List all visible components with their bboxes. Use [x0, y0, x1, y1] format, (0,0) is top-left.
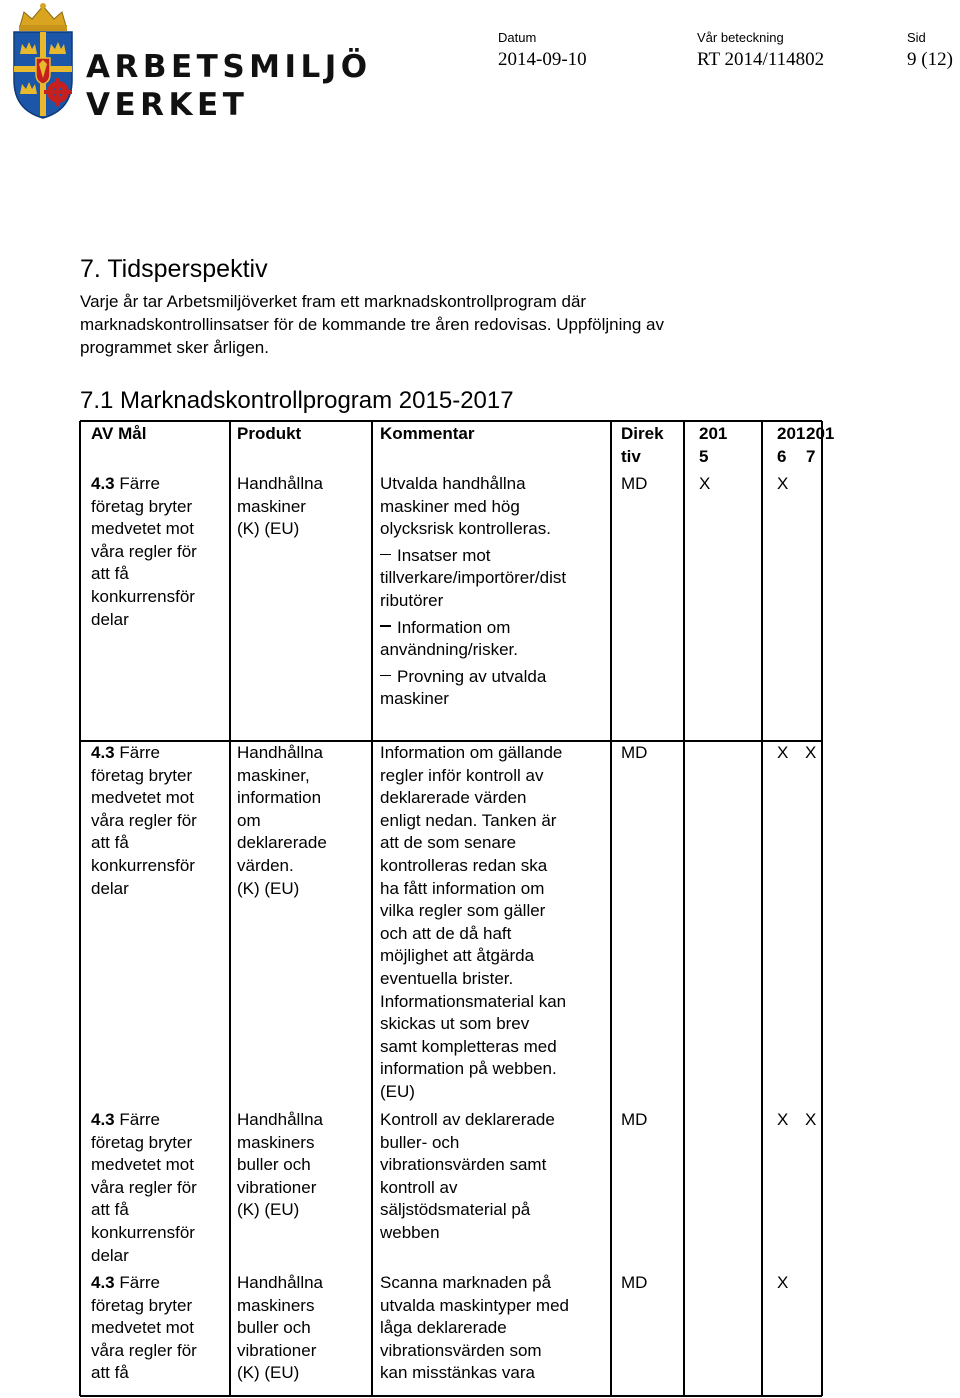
directive-value: MD [621, 1273, 648, 1292]
comment-bullet-line: maskiner [380, 689, 449, 709]
year-mark: X [777, 1110, 789, 1129]
product-line: (K) (EU) [237, 1200, 300, 1220]
header-directive [621, 423, 691, 468]
goal-line: våra regler för [91, 541, 197, 561]
intro-line: marknadskontrollinsatser för de kommande tre åren redovisas. Uppföljning av [80, 315, 664, 334]
comment-bullet-line: användning/risker. [380, 640, 518, 660]
year-mark: X [805, 1110, 817, 1129]
header-year-text: 6 [777, 446, 787, 466]
goal-line: 4.3 Färre [91, 1273, 160, 1292]
table-row-rule [80, 420, 822, 422]
product-line: maskiner [237, 496, 306, 516]
directive-cell [621, 742, 691, 765]
year-mark-2016 [777, 1272, 797, 1295]
header-year-text: 201 [806, 424, 835, 443]
goal-line: företag bryter [91, 765, 193, 785]
comment-line: olycksrisk kontrolleras. [380, 519, 551, 539]
year-mark-2015 [699, 473, 719, 496]
comment-line: vibrationsvärden samt [380, 1155, 547, 1175]
comment-bullet-line: Information om [380, 617, 610, 640]
directive-value: MD [621, 474, 648, 493]
comment-line: Information om gällande [380, 743, 563, 762]
directive-cell [621, 1109, 691, 1132]
comment-line: att de som senare [380, 833, 517, 853]
goal-number: 4.3 [91, 1273, 115, 1292]
comment-line: säljstödsmaterial på [380, 1200, 531, 1220]
goal-number: 4.3 [91, 1110, 115, 1129]
directive-value: MD [621, 743, 648, 762]
section-intro [80, 290, 880, 359]
header-product-text: Produkt [237, 424, 302, 443]
intro-line: Varje år tar Arbetsmiljöverket fram ett marknadskontrollprogram där [80, 292, 587, 311]
date-label: Datum [498, 30, 537, 45]
goal-line: medvetet mot [91, 1318, 194, 1338]
comment-line: låga deklarerade [380, 1318, 507, 1338]
goal-line: delar [91, 1245, 129, 1265]
goal-line: att få [91, 833, 129, 853]
header-year-text: 5 [699, 446, 709, 466]
comment-cell [380, 473, 610, 711]
comment-bullet [380, 617, 610, 662]
comment-line: kan misstänkas vara [380, 1363, 535, 1383]
year-mark: X [777, 743, 789, 762]
product-cell [237, 1272, 372, 1385]
header-year-2015 [699, 423, 759, 468]
goal-line: konkurrensför [91, 855, 195, 875]
goal-line: konkurrensför [91, 1222, 195, 1242]
agency-logo [0, 0, 372, 128]
comment-line: skickas ut som brev [380, 1014, 530, 1034]
product-line: Handhållna [237, 474, 324, 493]
coat-of-arms-icon [6, 2, 80, 120]
comment-line: möjlighet att åtgärda [380, 946, 535, 966]
subsection-heading: 7.1 Marknadskontrollprogram 2015-2017 [80, 387, 514, 414]
date-field [498, 30, 587, 72]
comment-line: information på webben. [380, 1059, 557, 1079]
comment-bullet [380, 545, 610, 613]
market-control-table [80, 421, 835, 1396]
comment-line: Informationsmaterial kan [380, 991, 567, 1011]
date-value: 2014-09-10 [498, 49, 587, 70]
goal-line: att få [91, 1363, 129, 1383]
header-comment [380, 423, 610, 446]
product-line: buller och [237, 1155, 311, 1175]
goal-cell [91, 473, 231, 631]
comment-line: buller- och [380, 1132, 460, 1152]
product-line: (K) (EU) [237, 878, 300, 898]
year-mark: X [777, 1273, 789, 1292]
comment-line: vibrationsvärden som [380, 1340, 542, 1360]
goal-number: 4.3 [91, 474, 115, 493]
comment-bullet-line: Insatser mot [380, 545, 610, 568]
section-heading: 7. Tidsperspektiv [80, 255, 268, 283]
year-mark-2017 [805, 742, 825, 765]
page-number: 9 (12) [907, 49, 953, 70]
comment-line: regler inför kontroll av [380, 765, 544, 785]
dash-icon [380, 554, 391, 556]
product-line: (K) (EU) [237, 1363, 300, 1383]
year-mark-2016 [777, 742, 797, 765]
header-comment-text: Kommentar [380, 424, 475, 443]
table-column-rule [371, 421, 373, 1396]
comment-line: eventuella brister. [380, 968, 514, 988]
header-product [237, 423, 372, 446]
comment-line: kontroll av [380, 1177, 458, 1197]
product-cell [237, 1109, 372, 1222]
year-mark-2016 [777, 473, 797, 496]
product-line: (K) (EU) [237, 519, 300, 539]
goal-line: 4.3 Färre [91, 474, 160, 493]
header-directive-text: tiv [621, 446, 641, 466]
product-line: maskiner, [237, 765, 310, 785]
header-year-text: 201 [777, 424, 806, 443]
goal-line: medvetet mot [91, 788, 194, 808]
table-column-rule [79, 421, 81, 1396]
comment-bullet-line: tillverkare/importörer/dist [380, 568, 567, 588]
reference-label: Vår beteckning [697, 30, 784, 45]
goal-line: medvetet mot [91, 1155, 194, 1175]
goal-line: företag bryter [91, 1295, 193, 1315]
page-field [907, 30, 953, 72]
org-name-line1: ARBETSMILJÖ [86, 49, 372, 85]
goal-line: medvetet mot [91, 519, 194, 539]
product-line: Handhållna [237, 1273, 324, 1292]
goal-number: 4.3 [91, 743, 115, 762]
page-label: Sid [907, 30, 926, 45]
comment-cell [380, 742, 610, 1104]
comment-line: och att de då haft [380, 923, 512, 943]
table-column-rule [683, 421, 685, 1396]
product-line: deklarerade [237, 833, 327, 853]
header-year-text: 201 [699, 424, 728, 443]
product-line: värden. [237, 855, 294, 875]
goal-line: företag bryter [91, 1132, 193, 1152]
goal-line: 4.3 Färre [91, 743, 160, 762]
header-directive-text: Direk [621, 424, 664, 443]
goal-line: 4.3 Färre [91, 1110, 160, 1129]
reference-value: RT 2014/114802 [697, 49, 825, 70]
product-line: om [237, 810, 261, 830]
comment-cell [380, 1272, 610, 1385]
table-column-rule [610, 421, 612, 1396]
product-cell [237, 742, 372, 900]
product-line: vibrationer [237, 1340, 317, 1360]
comment-bullet-line: Provning av utvalda [380, 666, 610, 689]
product-line: vibrationer [237, 1177, 317, 1197]
goal-line: konkurrensför [91, 586, 195, 606]
table-column-rule [821, 421, 823, 1396]
comment-line: utvalda maskintyper med [380, 1295, 569, 1315]
directive-cell [621, 1272, 691, 1295]
directive-value: MD [621, 1110, 648, 1129]
header-year-text: 7 [806, 446, 816, 466]
table-column-rule [761, 421, 763, 1396]
header-goal-text: AV Mål [91, 424, 147, 443]
year-mark-2016 [777, 1109, 797, 1132]
header-year-2017 [806, 423, 856, 468]
directive-cell [621, 473, 691, 496]
header-goal [91, 423, 231, 446]
goal-line: våra regler för [91, 810, 197, 830]
product-line: maskiners [237, 1295, 315, 1315]
comment-line: maskiner med hög [380, 496, 520, 516]
goal-cell [91, 1109, 231, 1267]
comment-line: Utvalda handhållna [380, 474, 526, 493]
comment-line: deklarerade värden [380, 788, 527, 808]
comment-line: kontrolleras redan ska [380, 855, 548, 875]
goal-cell [91, 1272, 231, 1385]
goal-line: delar [91, 878, 129, 898]
comment-line: enligt nedan. Tanken är [380, 810, 557, 830]
goal-line: företag bryter [91, 496, 193, 516]
product-line: Handhållna [237, 743, 324, 762]
goal-cell [91, 742, 231, 900]
year-mark: X [805, 743, 817, 762]
product-line: maskiners [237, 1132, 315, 1152]
dash-icon [380, 625, 391, 627]
comment-line: (EU) [380, 1081, 415, 1101]
year-mark: X [699, 474, 711, 493]
reference-field [697, 30, 824, 72]
org-name-line2: VERKET [86, 87, 249, 123]
year-mark-2017 [805, 1109, 825, 1132]
dash-icon [380, 675, 391, 677]
comment-line: Kontroll av deklarerade [380, 1110, 555, 1129]
comment-bullet [380, 666, 610, 711]
year-mark: X [777, 474, 789, 493]
comment-cell [380, 1109, 610, 1245]
goal-line: att få [91, 564, 129, 584]
table-row-rule [80, 1395, 822, 1397]
comment-line: Scanna marknaden på [380, 1273, 552, 1292]
comment-line: webben [380, 1222, 440, 1242]
intro-line: programmet sker årligen. [80, 338, 269, 357]
comment-line: vilka regler som gäller [380, 901, 546, 921]
goal-line: delar [91, 609, 129, 629]
comment-line: ha fått information om [380, 878, 545, 898]
goal-line: våra regler för [91, 1177, 197, 1197]
goal-line: våra regler för [91, 1340, 197, 1360]
product-line: buller och [237, 1318, 311, 1338]
product-line: information [237, 788, 322, 808]
product-cell [237, 473, 372, 541]
comment-line: samt kompletteras med [380, 1036, 557, 1056]
comment-bullet-line: ributörer [380, 590, 444, 610]
goal-line: att få [91, 1200, 129, 1220]
product-line: Handhållna [237, 1110, 324, 1129]
